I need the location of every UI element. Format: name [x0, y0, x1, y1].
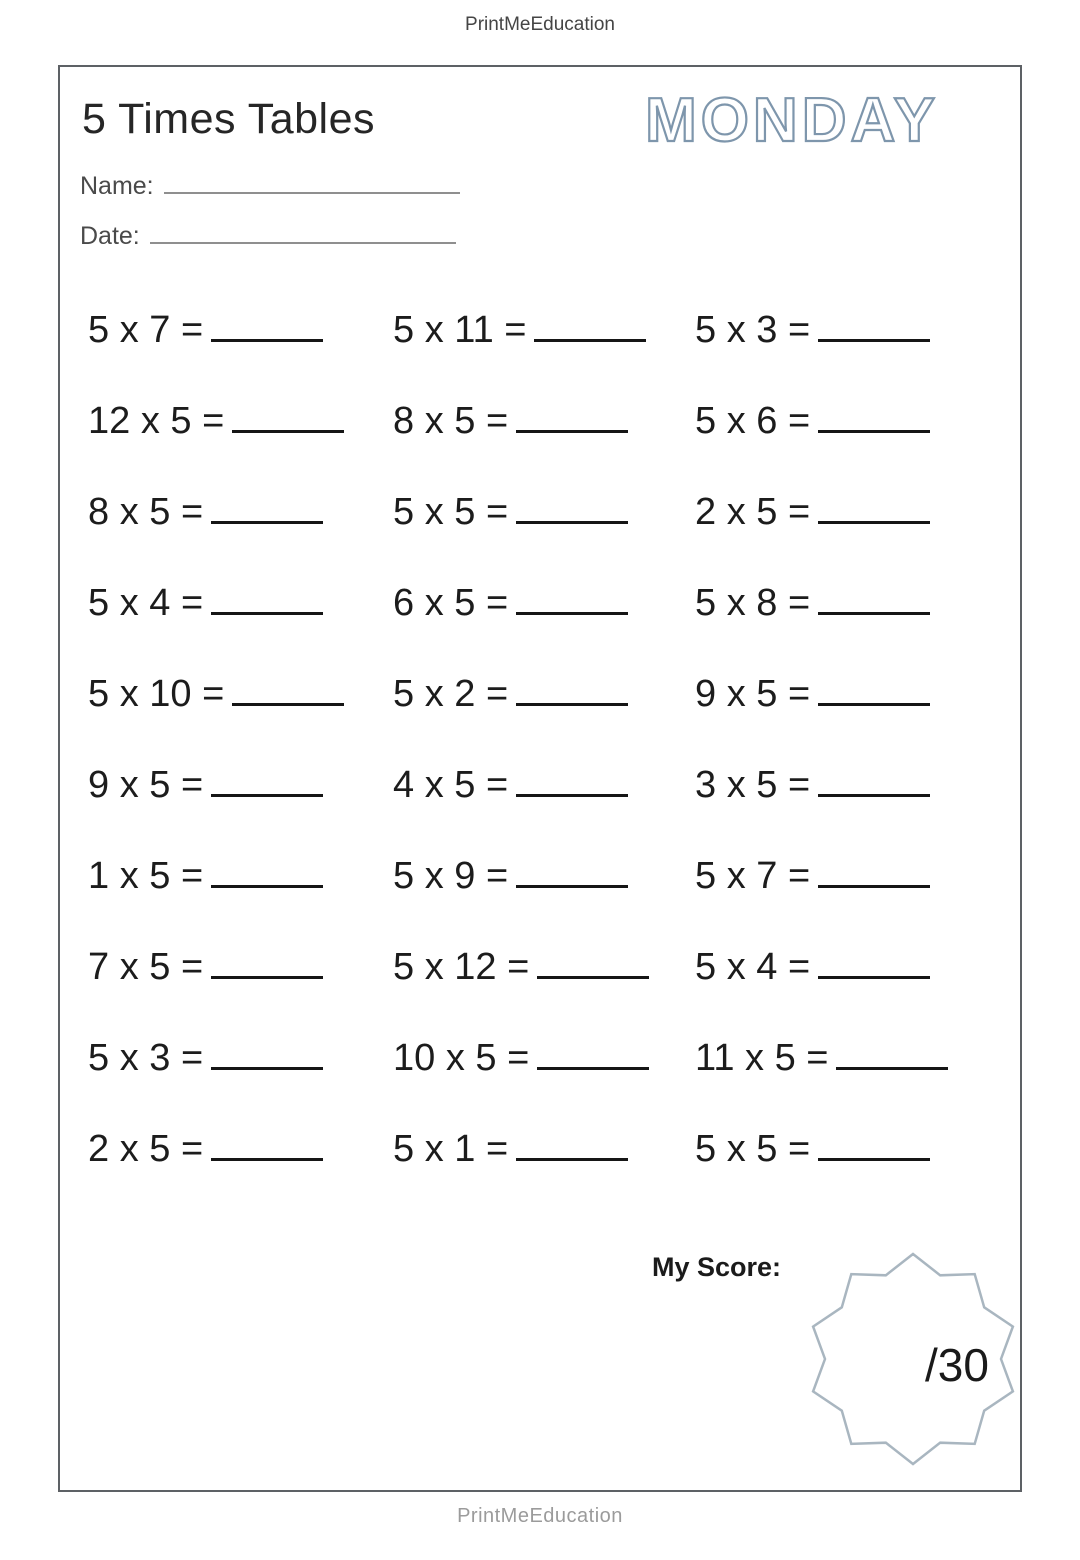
- problem-text: 1 x 5 =: [88, 855, 204, 897]
- problem-text: 5 x 11 =: [393, 309, 527, 351]
- problem-cell: [88, 669, 393, 713]
- problem-text: 5 x 4 =: [695, 946, 811, 988]
- problem-cell: [88, 487, 393, 531]
- problem-text: 5 x 10 =: [88, 673, 225, 715]
- answer-blank[interactable]: [818, 669, 930, 706]
- problem-text: 5 x 5 =: [695, 1128, 811, 1170]
- problem-text: 3 x 5 =: [695, 764, 811, 806]
- problem-cell: [88, 305, 393, 349]
- problem-text: 8 x 5 =: [88, 491, 204, 533]
- problem-cell: [88, 396, 393, 440]
- problems-row: [88, 396, 1006, 487]
- problems-row: [88, 1033, 1006, 1124]
- problem-text: 6 x 5 =: [393, 582, 509, 624]
- answer-blank[interactable]: [818, 851, 930, 888]
- name-row: [80, 170, 460, 201]
- problems-row: [88, 578, 1006, 669]
- problems-row: [88, 851, 1006, 942]
- answer-blank[interactable]: [516, 760, 628, 797]
- problem-text: 5 x 1 =: [393, 1128, 509, 1170]
- brand-header: PrintMeEducation: [465, 14, 615, 35]
- problem-cell: [393, 487, 695, 531]
- problems-grid: [88, 305, 1006, 1215]
- problems-row: [88, 1124, 1006, 1215]
- problem-cell: [695, 669, 1006, 713]
- worksheet-frame: [58, 65, 1022, 1492]
- problem-text: 5 x 7 =: [88, 309, 204, 351]
- score-badge: [798, 1239, 1028, 1479]
- problem-cell: [393, 1033, 695, 1077]
- score-total[interactable]: /30: [925, 1339, 989, 1391]
- answer-blank[interactable]: [818, 578, 930, 615]
- problem-text: 9 x 5 =: [88, 764, 204, 806]
- answer-blank[interactable]: [211, 487, 323, 524]
- answer-blank[interactable]: [537, 942, 649, 979]
- problem-cell: [393, 396, 695, 440]
- problem-cell: [88, 1033, 393, 1077]
- problem-text: 5 x 4 =: [88, 582, 204, 624]
- problem-text: 11 x 5 =: [695, 1037, 829, 1079]
- day-title: MONDAY: [645, 86, 939, 155]
- score-label: My Score:: [652, 1252, 782, 1282]
- answer-blank[interactable]: [516, 669, 628, 706]
- problem-cell: [393, 1124, 695, 1168]
- answer-blank[interactable]: [818, 305, 930, 342]
- problem-cell: [695, 942, 1006, 986]
- answer-blank[interactable]: [211, 851, 323, 888]
- answer-blank[interactable]: [818, 1124, 930, 1161]
- problem-cell: [695, 1033, 1006, 1077]
- answer-blank[interactable]: [516, 1124, 628, 1161]
- problem-cell: [88, 760, 393, 804]
- problem-text: 7 x 5 =: [88, 946, 204, 988]
- problem-cell: [393, 305, 695, 349]
- answer-blank[interactable]: [211, 1033, 323, 1070]
- answer-blank[interactable]: [818, 487, 930, 524]
- answer-blank[interactable]: [211, 305, 323, 342]
- problem-text: 5 x 7 =: [695, 855, 811, 897]
- problem-text: 5 x 3 =: [88, 1037, 204, 1079]
- problem-cell: [695, 851, 1006, 895]
- problem-cell: [393, 578, 695, 622]
- problem-cell: [88, 578, 393, 622]
- answer-blank[interactable]: [232, 669, 344, 706]
- problem-text: 5 x 2 =: [393, 673, 509, 715]
- problem-text: 8 x 5 =: [393, 400, 509, 442]
- problem-text: 9 x 5 =: [695, 673, 811, 715]
- problem-cell: [393, 760, 695, 804]
- problems-row: [88, 669, 1006, 760]
- problem-cell: [88, 1124, 393, 1168]
- page-title: 5 Times Tables: [82, 95, 376, 143]
- problem-cell: [393, 851, 695, 895]
- answer-blank[interactable]: [211, 1124, 323, 1161]
- problem-text: 2 x 5 =: [88, 1128, 204, 1170]
- problem-text: 5 x 5 =: [393, 491, 509, 533]
- name-input-line[interactable]: [164, 170, 460, 194]
- answer-blank[interactable]: [818, 760, 930, 797]
- problem-cell: [88, 942, 393, 986]
- answer-blank[interactable]: [516, 851, 628, 888]
- answer-blank[interactable]: [537, 1033, 649, 1070]
- day-banner: [626, 81, 958, 159]
- problems-row: [88, 760, 1006, 851]
- problem-cell: [695, 578, 1006, 622]
- problem-cell: [695, 1124, 1006, 1168]
- problem-cell: [695, 305, 1006, 349]
- problem-text: 12 x 5 =: [88, 400, 225, 442]
- date-label: Date:: [80, 222, 140, 250]
- answer-blank[interactable]: [516, 396, 628, 433]
- problems-row: [88, 942, 1006, 1033]
- problem-text: 4 x 5 =: [393, 764, 509, 806]
- answer-blank[interactable]: [516, 578, 628, 615]
- problem-text: 5 x 6 =: [695, 400, 811, 442]
- problem-text: 5 x 8 =: [695, 582, 811, 624]
- problem-text: 5 x 3 =: [695, 309, 811, 351]
- answer-blank[interactable]: [516, 487, 628, 524]
- problem-cell: [695, 760, 1006, 804]
- answer-blank[interactable]: [836, 1033, 948, 1070]
- answer-blank[interactable]: [211, 578, 323, 615]
- problem-cell: [695, 396, 1006, 440]
- answer-blank[interactable]: [818, 942, 930, 979]
- problem-cell: [393, 669, 695, 713]
- answer-blank[interactable]: [534, 305, 646, 342]
- date-row: [80, 220, 456, 251]
- answer-blank[interactable]: [211, 760, 323, 797]
- problem-text: 2 x 5 =: [695, 491, 811, 533]
- problem-cell: [695, 487, 1006, 531]
- date-input-line[interactable]: [150, 220, 456, 244]
- problems-row: [88, 305, 1006, 396]
- answer-blank[interactable]: [232, 396, 344, 433]
- problem-cell: [88, 851, 393, 895]
- problem-text: 10 x 5 =: [393, 1037, 530, 1079]
- answer-blank[interactable]: [818, 396, 930, 433]
- problems-row: [88, 487, 1006, 578]
- answer-blank[interactable]: [211, 942, 323, 979]
- problem-text: 5 x 12 =: [393, 946, 530, 988]
- problem-cell: [393, 942, 695, 986]
- brand-footer: PrintMeEducation: [457, 1505, 623, 1527]
- name-label: Name:: [80, 172, 154, 200]
- problem-text: 5 x 9 =: [393, 855, 509, 897]
